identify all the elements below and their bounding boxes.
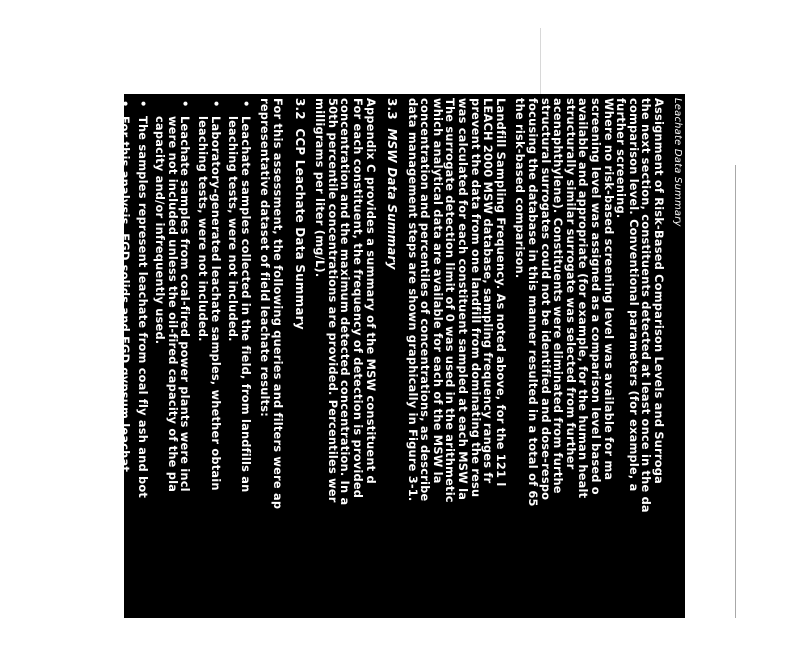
text-line: the next section, constituents detected at least once in the da xyxy=(639,98,654,513)
text-line: representative dataset of field leachate results: xyxy=(258,98,273,418)
text-line: For each constituent, the frequency of detection is provided xyxy=(350,98,365,499)
text-line: Appendix C provides a summary of the MSW constituent d xyxy=(363,98,378,484)
text-line: leaching tests, were not included. xyxy=(196,116,210,342)
text-line: For this assessment, the following queries and filters were ap xyxy=(270,98,285,510)
text-line: LEACH 2000 MSW database, sampling frequency ranges fr xyxy=(481,98,496,484)
heading-text: MSW Data Summary xyxy=(385,128,400,270)
bullet-item xyxy=(106,98,131,658)
paragraph-landfill-sampling xyxy=(406,98,507,658)
text-line: Assignment of Risk-Based Comparison Levels and Surroga xyxy=(652,98,666,484)
text-line: structurally similar surrogate was selected from further xyxy=(563,98,578,470)
text-line: • Leachate samples collected in the field, from landfills an xyxy=(238,116,253,493)
text-line: data management steps are shown graphically in Figure 3-1. xyxy=(405,98,420,502)
text-line: available and appropriate (for example, for the human healt xyxy=(576,98,591,499)
text-line: further screening. xyxy=(614,98,629,219)
text-line: leachate samples from FGD materials mixed with fly ash xyxy=(105,116,120,490)
heading-ccp-leachate xyxy=(293,98,306,658)
text-line: milligrams per liter (mg/L). xyxy=(313,98,328,278)
bullet-item xyxy=(227,98,252,658)
scan-guide-line-right xyxy=(735,165,736,618)
text-line: • Laboratory-generated leachate samples, whether obtain xyxy=(208,116,223,491)
running-head: Leachate Data Summary xyxy=(672,98,683,227)
text-line: acenaphthylene). Constituents were eliminated from furthe xyxy=(551,98,566,494)
page-number: 3-4 xyxy=(86,98,98,115)
paragraph-ccp-intro xyxy=(259,98,284,658)
heading-text: CCP Leachate Data Summary xyxy=(292,128,307,330)
text-line: concentration and percentiles of concentrations, as describe xyxy=(418,98,433,502)
heading-number: 3.3 xyxy=(385,98,400,120)
text-line: the risk-based comparison. xyxy=(513,98,528,279)
text-line: comparison level. Conventional parameters (for example, a xyxy=(626,98,641,492)
rotated-document-text xyxy=(86,94,685,618)
paragraph-msw-summary xyxy=(314,98,377,658)
text-line: 50th percentile concentrations are provided. Percentiles wer xyxy=(325,98,340,503)
text-line: structural surrogates could not be identified and dose-respo xyxy=(538,98,553,501)
text-line: was calculated for each constituent sampled at each MSW la xyxy=(456,98,471,501)
text-line: capacity and/or infrequently used. xyxy=(153,116,168,345)
text-line: • For this analysis, FGD solids and FGD gypsum leachat xyxy=(118,116,133,472)
heading-number: 3.2 xyxy=(292,98,307,120)
text-line: • Leachate samples from coal-fired power plants were incl xyxy=(178,116,193,492)
bullet-list xyxy=(106,98,252,658)
text-line: Where no risk-based screening level was available for ma xyxy=(601,98,616,481)
bullet-item xyxy=(196,98,221,658)
text-line: focusing the database in this manner resulted in a total of 65 xyxy=(526,98,541,507)
scan-guide-line-top xyxy=(540,28,541,96)
text-line: concentration and the maximum detected concentration. In a xyxy=(338,98,353,506)
paragraph-risk-based xyxy=(514,98,665,658)
text-line: screening level was assigned as a comparison level based o xyxy=(589,98,604,495)
text-line: leaching tests, were not included. xyxy=(226,116,241,342)
bullet-item xyxy=(136,98,149,658)
text-line: • The samples represent leachate from coal fly ash and bot xyxy=(135,116,150,498)
text-line: Landfill Sampling Frequency. As noted above, for the 121 l xyxy=(493,98,508,487)
inverted-document-block xyxy=(86,94,685,618)
text-line: The surrogate detection limit of 0 was used in the arithmetic xyxy=(443,98,458,503)
bullet-item xyxy=(154,98,192,658)
text-line: were not included unless the oil-fired capacity of the pla xyxy=(165,116,180,493)
text-line: prevent the data from one landfill from dominating the resu xyxy=(468,98,483,498)
text-line: which analytical data are available for each of the MSW la xyxy=(430,98,445,484)
heading-msw-data-summary xyxy=(386,98,399,658)
